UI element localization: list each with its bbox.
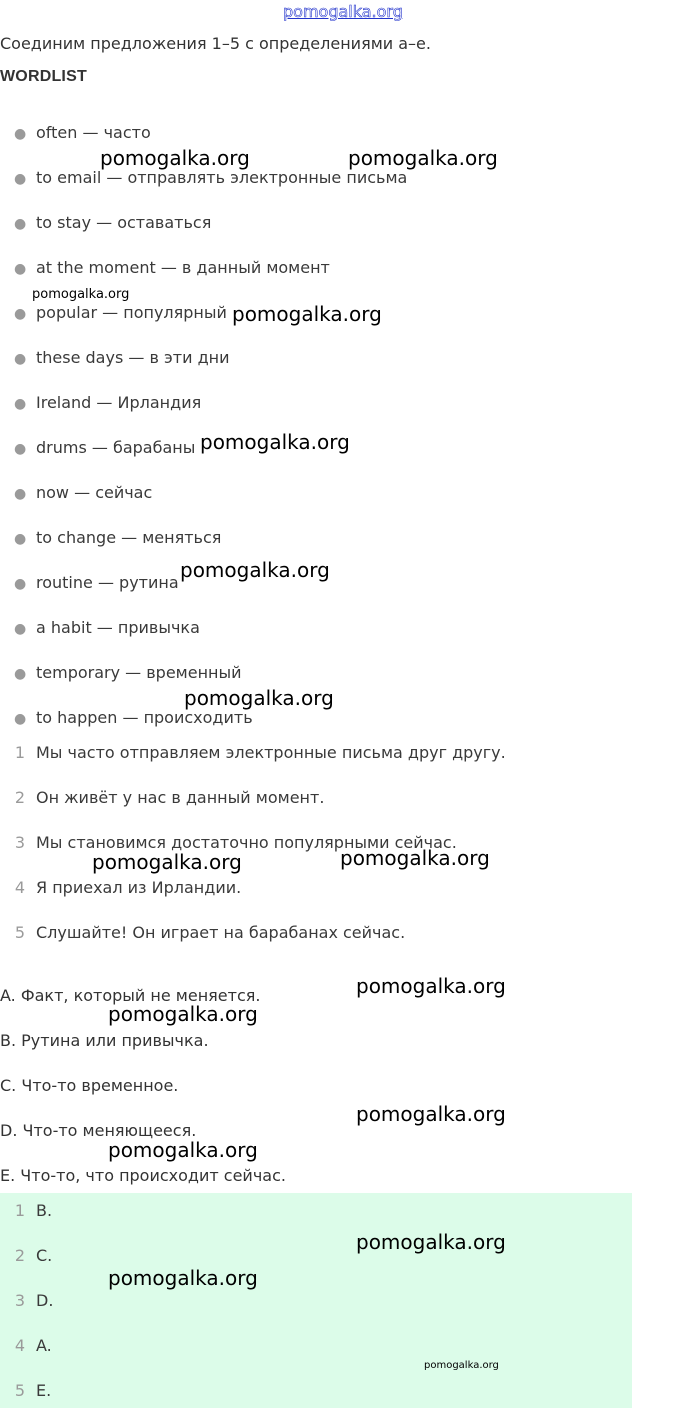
header-watermark: pomogalka.org — [283, 2, 403, 21]
watermark: pomogalka.org — [108, 1266, 258, 1290]
item-number: 3 — [14, 1291, 26, 1310]
answer-box: 1 B. 2 C. 3 D. 4 A. 5 E. — [0, 1193, 632, 1408]
definition-item: C. Что-то временное. — [0, 1076, 179, 1095]
watermark: pomogalka.org — [424, 1360, 499, 1371]
definition-item: B. Рутина или привычка. — [0, 1031, 209, 1050]
item-number: 5 — [14, 923, 26, 942]
definition-item: D. Что-то меняющееся. — [0, 1121, 197, 1140]
intro-text: Соединим предложения 1–5 с определениями a–e. — [0, 34, 431, 53]
bullet-icon: ● — [14, 621, 27, 637]
bullet-icon: ● — [14, 441, 27, 457]
watermark: pomogalka.org — [356, 1102, 506, 1126]
bullet-icon: ● — [14, 171, 27, 187]
watermark: pomogalka.org — [180, 558, 330, 582]
bullet-icon: ● — [14, 711, 27, 727]
bullet-icon: ● — [14, 126, 27, 142]
watermark: pomogalka.org — [108, 1002, 258, 1026]
bullet-icon: ● — [14, 576, 27, 592]
item-number: 4 — [14, 878, 26, 897]
wordlist-title: WORDLIST — [0, 68, 87, 85]
watermark: pomogalka.org — [184, 686, 334, 710]
definition-item: E. Что-то, что происходит сейчас. — [0, 1166, 286, 1185]
item-number: 1 — [14, 1201, 26, 1220]
bullet-icon: ● — [14, 396, 27, 412]
watermark: pomogalka.org — [356, 974, 506, 998]
bullet-icon: ● — [14, 216, 27, 232]
item-number: 2 — [14, 1246, 26, 1265]
watermark: pomogalka.org — [340, 846, 490, 870]
item-number: 4 — [14, 1336, 26, 1355]
watermark: pomogalka.org — [232, 302, 382, 326]
watermark: pomogalka.org — [32, 287, 130, 302]
bullet-icon: ● — [14, 351, 27, 367]
watermark: pomogalka.org — [200, 430, 350, 454]
item-number: 1 — [14, 743, 26, 762]
watermark: pomogalka.org — [108, 1138, 258, 1162]
watermark: pomogalka.org — [348, 146, 498, 170]
item-number: 5 — [14, 1381, 26, 1400]
item-number: 2 — [14, 788, 26, 807]
watermark: pomogalka.org — [92, 850, 242, 874]
item-number: 3 — [14, 833, 26, 852]
watermark: pomogalka.org — [356, 1230, 506, 1254]
bullet-icon: ● — [14, 306, 27, 322]
definition-item: A. Факт, который не меняется. — [0, 986, 261, 1005]
bullet-icon: ● — [14, 261, 27, 277]
bullet-icon: ● — [14, 666, 27, 682]
bullet-icon: ● — [14, 531, 27, 547]
bullet-icon: ● — [14, 486, 27, 502]
watermark: pomogalka.org — [100, 146, 250, 170]
